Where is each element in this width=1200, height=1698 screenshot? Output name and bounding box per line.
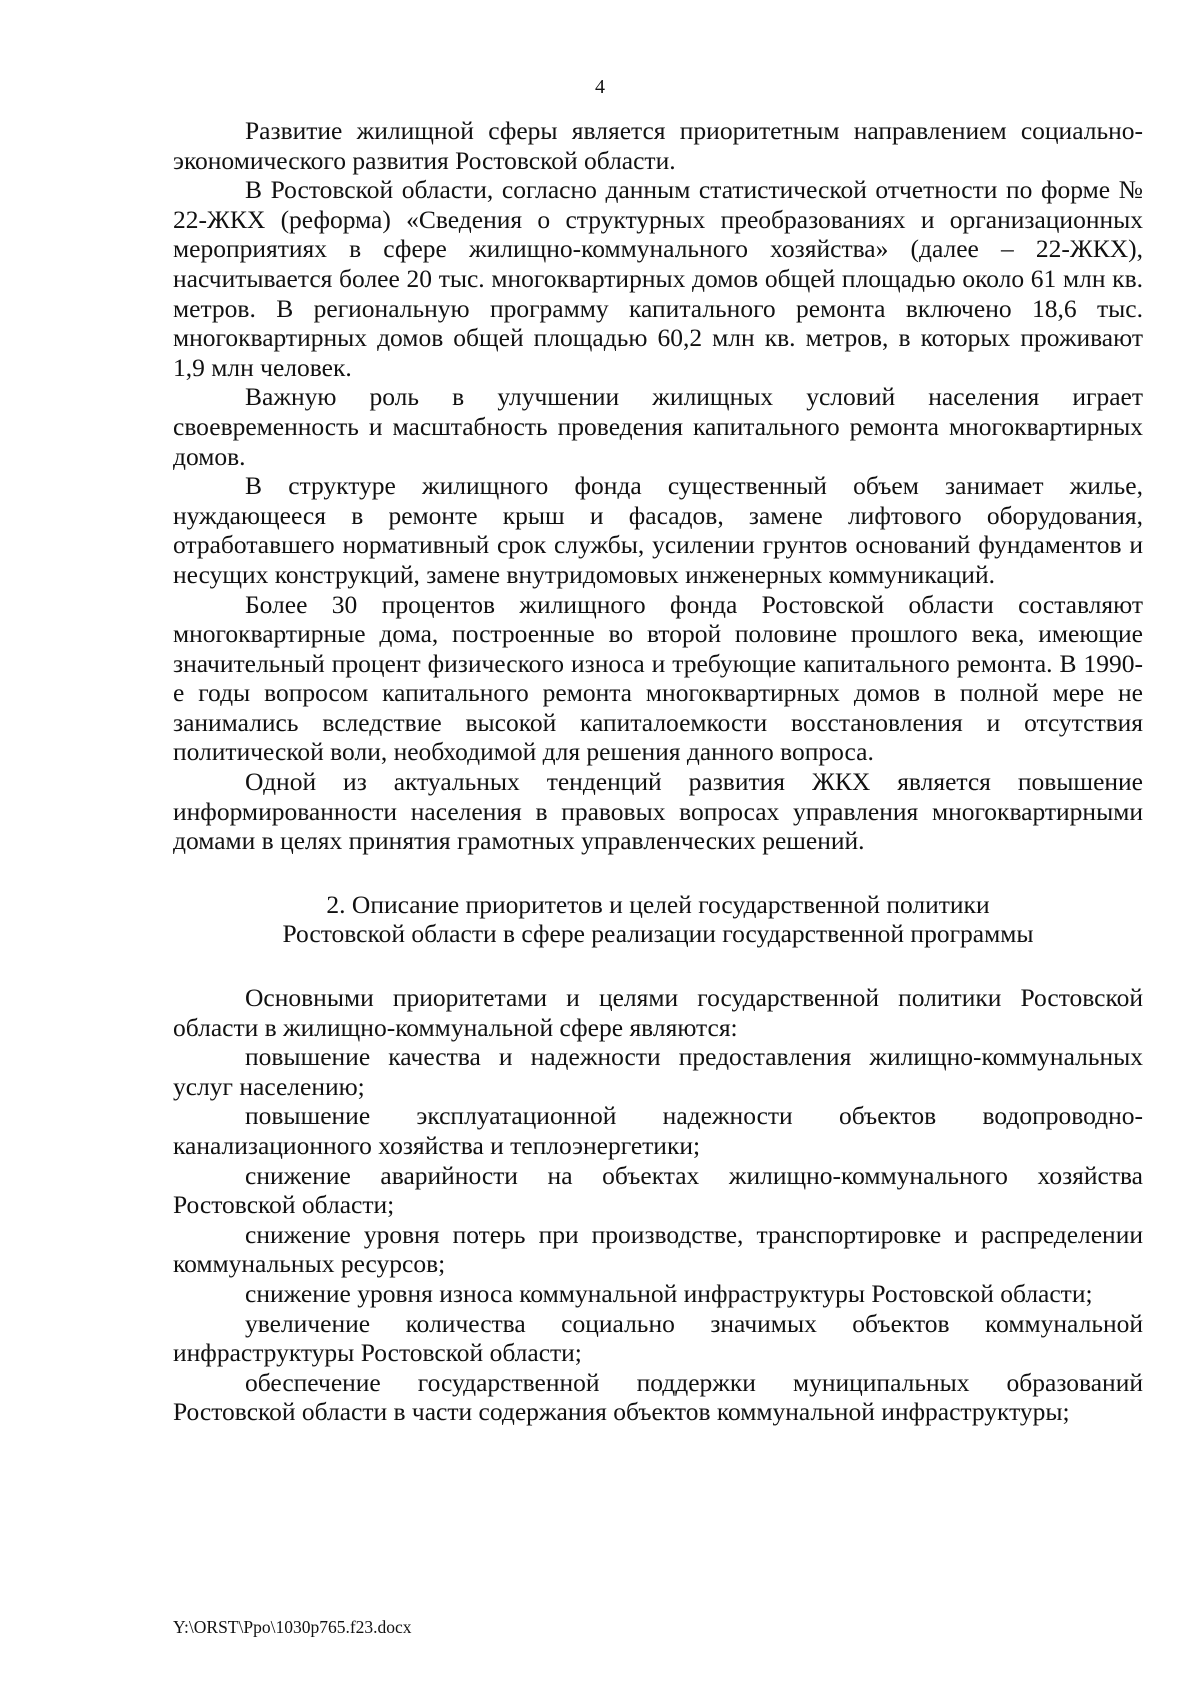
- list-item: снижение аварийности на объектах жилищно-коммунального хозяйства Ростовской области;: [173, 1160, 1143, 1220]
- paragraph: Одной из актуальных тенденций развития ЖКХ является повышение информированности населения в правовых вопросах управления многоквартирными домами в целях принятия грамотных управленческих решений.: [173, 767, 1143, 856]
- section-heading-line: Ростовской области в сфере реализации государственной программы: [282, 919, 1034, 949]
- section-heading-line: 2. Описание приоритетов и целей государственной политики: [326, 889, 990, 919]
- paragraph: В структуре жилищного фонда существенный объем занимает жилье, нуждающееся в ремонте крыш и фасадов, замене лифтового оборудования, отработавшего нормативный срок службы, усилении грунтов оснований фундаментов и несущих конструкций, замене внутридомовых инженерных коммуникаций.: [173, 471, 1143, 589]
- paragraph: В Ростовской области, согласно данным статистической отчетности по форме № 22-ЖКХ (реформа) «Сведения о структурных преобразованиях и организационных мероприятиях в сфере жилищно-коммунального хозяйства» (далее – 22-ЖКХ), насчитывается более 20 тыс. многоквартирных домов общей площадью около 61 млн кв. метров. В региональную программу капитального ремонта включено 18,6 тыс. многоквартирных домов общей площадью 60,2 млн кв. метров, в которых проживают 1,9 млн человек.: [173, 175, 1143, 382]
- list-item: повышение эксплуатационной надежности объектов водопроводно-канализационного хозяйства и теплоэнергетики;: [173, 1101, 1143, 1160]
- list-item: снижение уровня износа коммунальной инфраструктуры Ростовской области;: [245, 1278, 1093, 1308]
- list-item: обеспечение государственной поддержки муниципальных образований Ростовской области в части содержания объектов коммунальной инфраструктуры;: [173, 1367, 1143, 1427]
- section-heading: [173, 890, 1143, 949]
- paragraph: Более 30 процентов жилищного фонда Ростовской области составляют многоквартирные дома, построенные во второй половине прошлого века, имеющие значительный процент физического износа и требующие капитального ремонта. В 1990-е годы вопросом капитального ремонта многоквартирных домов в полной мере не занимались вследствие высокой капиталоемкости восстановления и отсутствия политической воли, необходимой для решения данного вопроса.: [173, 589, 1143, 767]
- paragraph: Основными приоритетами и целями государственной политики Ростовской области в жилищно-коммунальной сфере являются:: [173, 983, 1143, 1042]
- list-item: снижение уровня потерь при производстве, транспортировке и распределении коммунальных ресурсов;: [173, 1219, 1143, 1279]
- page-number: 4: [595, 76, 605, 98]
- paragraph: Важную роль в улучшении жилищных условий населения играет своевременность и масштабность проведения капитального ремонта многоквартирных домов.: [173, 382, 1143, 471]
- paragraph: Развитие жилищной сферы является приоритетным направлением социально-экономического развития Ростовской области.: [173, 116, 1143, 175]
- list-item: повышение качества и надежности предоставления жилищно-коммунальных услуг населению;: [173, 1042, 1143, 1101]
- document-body: [173, 116, 1143, 1427]
- list-item: увеличение количества социально значимых объектов коммунальной инфраструктуры Ростовской области;: [173, 1308, 1143, 1368]
- file-path-footer: Y:\ORST\Ppo\1030p765.f23.docx: [173, 1617, 412, 1637]
